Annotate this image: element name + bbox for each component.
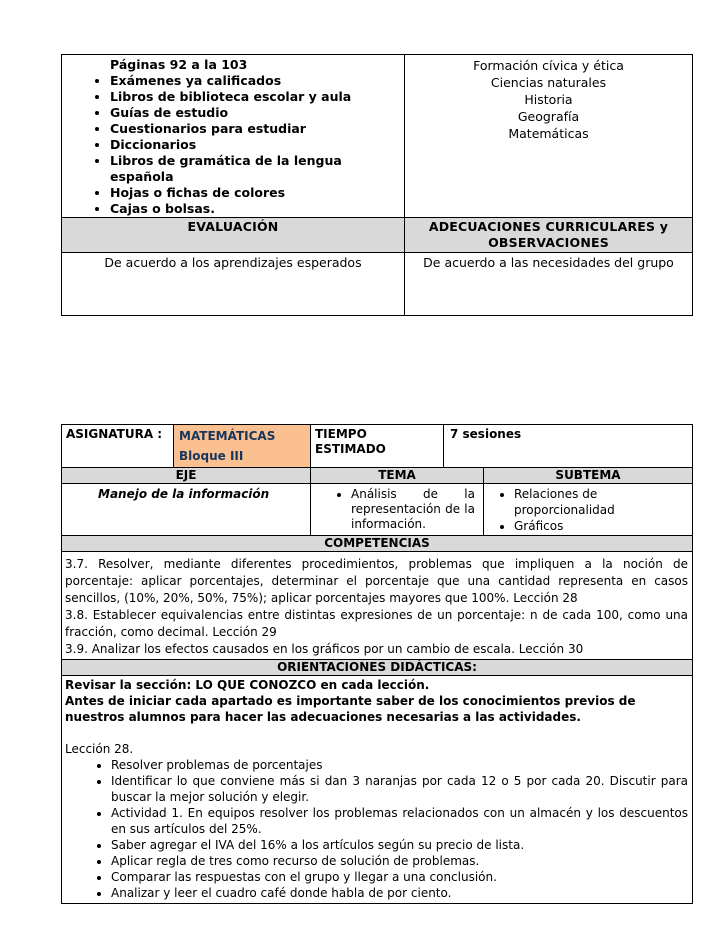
materials-table xyxy=(61,54,693,316)
list-item: • Cuestionarios para estudiar xyxy=(110,121,400,137)
leccion-label: Lección 28. xyxy=(65,742,134,756)
subtema-cell xyxy=(484,484,693,536)
tiempo-value: 7 sesiones xyxy=(444,425,693,468)
tiempo-label: TIEMPO ESTIMADO xyxy=(311,425,444,468)
list-item: • Hojas o fichas de colores xyxy=(110,185,400,201)
competencias-header: COMPETENCIAS xyxy=(62,536,693,552)
subtema-header: SUBTEMA xyxy=(484,468,693,484)
subject-line: Historia xyxy=(524,92,573,107)
materials-list xyxy=(88,73,400,217)
evaluation-text: De acuerdo a los aprendizajes esperados xyxy=(62,253,405,316)
subject-line: Formación cívica y ética xyxy=(473,58,624,73)
materials-first-line: Páginas 92 a la 103 xyxy=(110,57,248,72)
subtema-list xyxy=(488,486,686,534)
eje-header: EJE xyxy=(62,468,311,484)
list-item: • Aplicar regla de tres como recurso de solución de problemas. xyxy=(111,853,688,869)
list-item: • Identificar lo que conviene más si dan 3 naranjas por cada 12 o 5 por cada 20. Discutir para buscar la mejor solución y elegir. xyxy=(111,773,688,805)
orientaciones-line: Antes de iniciar cada apartado es importante saber de los conocimientos previos de nuestros alumnos para hacer las adecuaciones necesarias a las actividades. xyxy=(65,694,636,724)
list-item: • Diccionarios xyxy=(110,137,400,153)
list-item: • Comparar las respuestas con el grupo y llegar a una conclusión. xyxy=(111,869,688,885)
competencia-item: 3.9. Analizar los efectos causados en los gráficos por un cambio de escala. Lección 30 xyxy=(65,642,584,656)
list-item: • Saber agregar el IVA del 16% a los artículos según su precio de lista. xyxy=(111,837,688,853)
leccion-list xyxy=(65,757,688,901)
adecuaciones-text: De acuerdo a las necesidades del grupo xyxy=(405,253,693,316)
subject-line: Geografía xyxy=(517,109,580,124)
materials-cell xyxy=(62,55,405,218)
subject-line: Ciencias naturales xyxy=(490,75,607,90)
orientaciones-line: Revisar la sección: LO QUE CONOZCO en cada lección. xyxy=(65,678,430,692)
subject-line: Matemáticas xyxy=(508,126,589,141)
list-item: • Guías de estudio xyxy=(110,105,400,121)
tema-header: TEMA xyxy=(311,468,484,484)
tema-list xyxy=(315,487,475,532)
list-item: • Análisis de la representación de la información. xyxy=(351,487,475,532)
competencia-item: 3.8. Establecer equivalencias entre distintas expresiones de un porcentaje: n de cada 100, como una fracción, como decimal. Lección 29 xyxy=(65,608,689,639)
asignatura-label: ASIGNATURA : xyxy=(62,425,174,468)
list-item: • Relaciones de proporcionalidad xyxy=(514,486,686,518)
list-item: • Libros de gramática de la lengua española xyxy=(110,153,400,185)
list-item: • Exámenes ya calificados xyxy=(110,73,400,89)
list-item: • Cajas o bolsas. xyxy=(110,201,400,217)
list-item: • Analizar y leer el cuadro café donde habla de por ciento. xyxy=(111,885,688,901)
orientaciones-cell xyxy=(62,676,693,904)
orientaciones-header: ORIENTACIONES DIDÁCTICAS: xyxy=(62,660,693,676)
list-item: • Libros de biblioteca escolar y aula xyxy=(110,89,400,105)
list-item: • Resolver problemas de porcentajes xyxy=(111,757,688,773)
list-item: • Gráficos xyxy=(514,518,686,534)
subject-title: MATEMÁTICAS Bloque III xyxy=(174,425,311,468)
adecuaciones-header: ADECUACIONES CURRICULARES y OBSERVACIONES xyxy=(405,218,693,253)
competencias-cell xyxy=(62,552,693,660)
subjects-cell xyxy=(405,55,693,218)
competencia-item: 3.7. Resolver, mediante diferentes procedimientos, problemas que impliquen a la noción de porcentaje: aplicar porcentajes, determinar el porcentaje que una cantidad representa en casos sencillos, (10%, 20%, 50%, 75%); aplicar porcentajes mayores que 100%. Lección 28 xyxy=(65,557,689,605)
evaluation-header: EVALUACIÓN xyxy=(62,218,405,253)
tema-cell xyxy=(311,484,484,536)
list-item: • Actividad 1. En equipos resolver los problemas relacionados con un almacén y los descuentos en sus artículos del 25%. xyxy=(111,805,688,837)
plan-table xyxy=(61,424,693,904)
eje-value: Manejo de la información xyxy=(62,484,311,536)
